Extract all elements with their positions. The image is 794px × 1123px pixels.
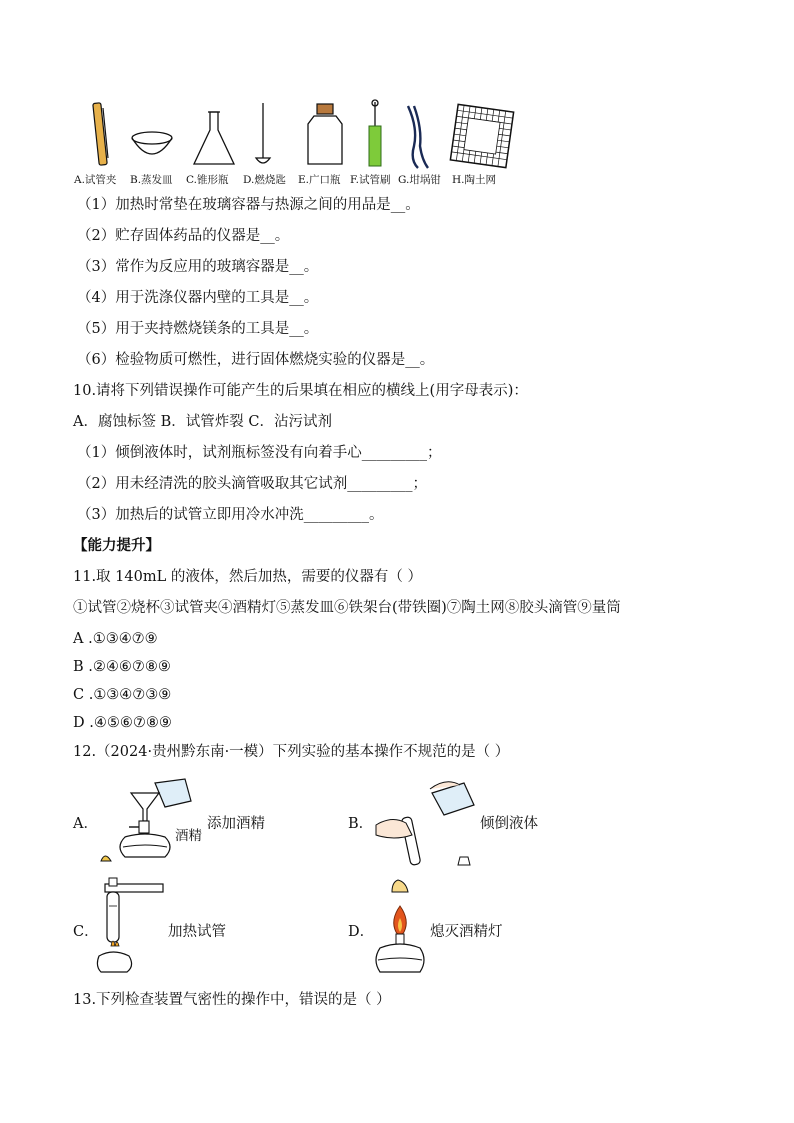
q11-list: ①试管②烧杯③试管夹④酒精灯⑤蒸发皿⑥铁架台(带铁圈)⑦陶土网⑧胶头滴管⑨量筒 <box>73 600 621 616</box>
caption-f: F.试管刷 <box>350 174 391 186</box>
crucible-tongs-icon <box>408 106 428 168</box>
evaporating-dish-icon <box>132 132 172 154</box>
q10-item-1: （1）倾倒液体时，试剂瓶标签没有向着手心_________； <box>77 445 442 461</box>
q12-stem: 12.（2024·贵州黔东南·一模）下列实验的基本操作不规范的是（ ） <box>73 744 510 760</box>
q9-item-6: （6）检验物质可燃性，进行固体燃烧实验的仪器是__。 <box>77 352 435 368</box>
q12-option-b-label: 倾倒液体 <box>480 816 538 832</box>
wire-gauze-icon <box>450 104 513 167</box>
q13-stem: 13.下列检查装置气密性的操作中，错误的是（ ） <box>73 992 391 1008</box>
q12-option-a-sublabel: 酒精 <box>175 828 202 844</box>
caption-a: A.试管夹 <box>74 174 117 186</box>
q11-option-c: C .①③④⑦③⑨ <box>73 687 172 703</box>
q12-option-d-label: 熄灭酒精灯 <box>430 924 503 940</box>
q12-option-c-label: 加热试管 <box>168 924 226 940</box>
q10-item-2: （2）用未经清洗的胶头滴管吸取其它试剂_________； <box>77 476 427 492</box>
test-tube-brush-icon <box>369 100 381 166</box>
conical-flask-icon <box>194 112 234 164</box>
wide-mouth-bottle-icon <box>308 104 342 164</box>
q10-item-3: （3）加热后的试管立即用冷水冲洗_________。 <box>77 507 384 523</box>
test-tube-holder-icon <box>93 103 108 165</box>
caption-d: D.燃烧匙 <box>243 174 286 186</box>
adding-alcohol-figure <box>95 775 205 870</box>
q12-option-b-letter: B． <box>348 816 374 832</box>
combustion-spoon-icon <box>256 103 270 163</box>
caption-g: G.坩埚钳 <box>398 174 441 186</box>
heating-test-tube-figure <box>95 876 170 976</box>
q12-option-c-letter: C． <box>73 924 99 940</box>
q12-option-a-label: 添加酒精 <box>207 816 265 832</box>
caption-e: E.广口瓶 <box>298 174 341 186</box>
caption-c: C.锥形瓶 <box>186 174 229 186</box>
q9-item-2: （2）贮存固体药品的仪器是__。 <box>77 228 290 244</box>
q9-item-5: （5）用于夹持燃烧镁条的工具是__。 <box>77 321 319 337</box>
q9-item-4: （4）用于洗涤仪器内壁的工具是__。 <box>77 290 319 306</box>
extinguish-lamp-figure <box>372 876 432 976</box>
q9-item-3: （3）常作为反应用的玻璃容器是__。 <box>77 259 319 275</box>
pouring-liquid-figure <box>372 775 482 870</box>
caption-b: B.蒸发皿 <box>130 174 173 186</box>
q10-choices: A．腐蚀标签 B．试管炸裂 C．沾污试剂 <box>73 414 332 430</box>
q11-option-a: A .①③④⑦⑨ <box>73 631 158 647</box>
q9-item-1: （1）加热时常垫在玻璃容器与热源之间的用品是__。 <box>77 197 420 213</box>
q11-option-b: B .②④⑥⑦⑧⑨ <box>73 659 171 675</box>
q11-stem: 11.取 140mL 的液体，然后加热，需要的仪器有（ ） <box>73 569 422 585</box>
caption-h: H.陶土网 <box>452 174 496 186</box>
q12-option-d-letter: D． <box>348 924 375 940</box>
q11-option-d: D .④⑤⑥⑦⑧⑨ <box>73 715 172 731</box>
q12-option-a-letter: A． <box>73 816 98 832</box>
section-title: 【能力提升】 <box>73 537 160 554</box>
q10-stem: 10.请将下列错误操作可能产生的后果填在相应的横线上(用字母表示)： <box>73 383 528 399</box>
